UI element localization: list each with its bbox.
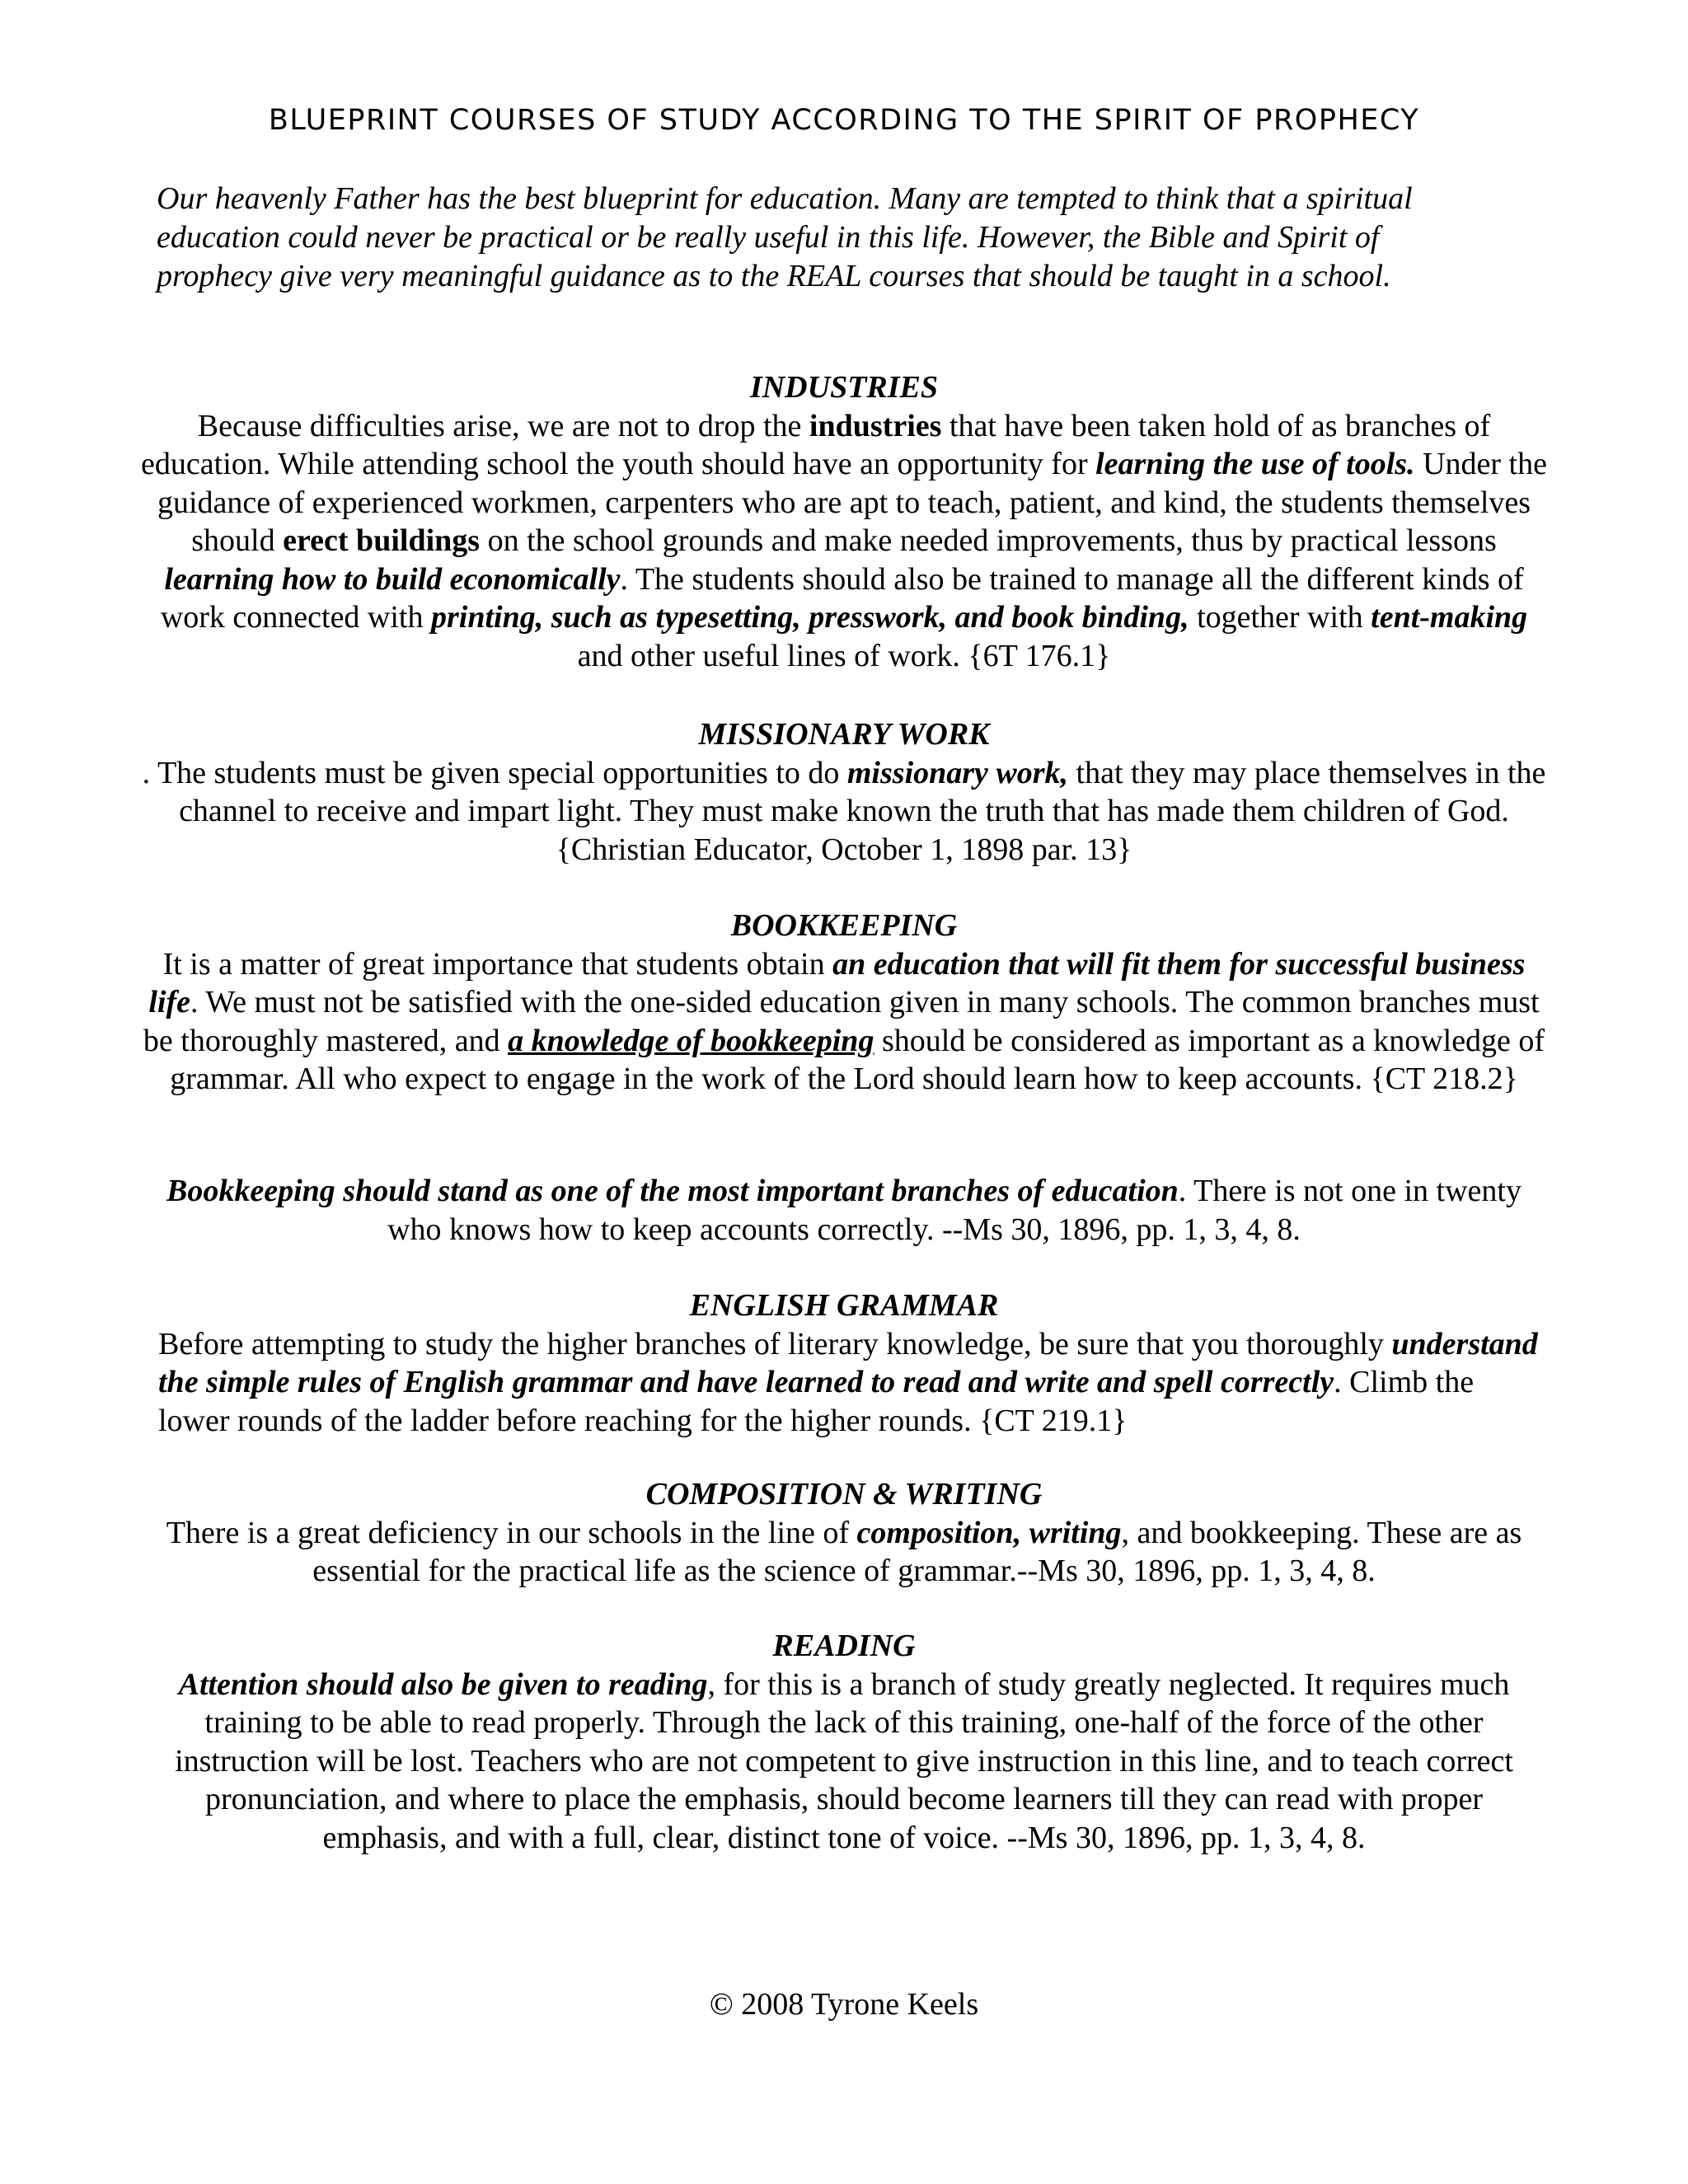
section-body: Attention should also be given to reading, for this is a branch of study greatly neglected. It requires much training to be able to read properly. Through the lack of this training, one-half of the force of the other instruction will be lost. Teachers who are not competent to give instruction in this line, and to teach correct pronunciation, and where to place the emphasis, should become learners till they can read with proper emphasis, and with a full, clear, distinct tone of voice. --Ms 30, 1896, pp. 1, 3, 4, 8. [175,1666,1513,1855]
section-reading [140,1627,1548,1857]
intro-line: Our heavenly Father has the best blueprint for education. Many are tempted to think that a spiritual [157,181,1413,216]
intro-line: prophecy give very meaningful guidance as to the REAL courses that should be taught in a school. [157,259,1391,293]
section-composition-writing [140,1475,1548,1591]
section-heading: READING [772,1629,916,1663]
section-industries [140,368,1548,675]
section-heading: MISSIONARY WORK [698,717,990,752]
section-body: Bookkeeping should stand as one of the most important branches of education. There is not one in twenty who knows how to keep accounts correctly. --Ms 30, 1896, pp. 1, 3, 4, 8. [166,1174,1522,1247]
page-title: BLUEPRINT COURSES OF STUDY ACCORDING TO THE SPIRIT OF PROPHECY [268,104,1420,137]
intro-paragraph [157,180,1541,296]
section-heading: BOOKKEEPING [730,908,958,943]
section-missionary-work [140,715,1548,869]
intro-line: education could never be practical or be really useful in this life. However, the Bible and Spirit of [157,220,1380,255]
section-heading: COMPOSITION & WRITING [645,1477,1043,1511]
section-heading: ENGLISH GRAMMAR [689,1288,999,1323]
section-body: Before attempting to study the higher branches of literary knowledge, be sure that you thoroughly understand the simple rules of English grammar and have learned to read and write and spell correctly. Climb the lower rounds of the ladder before reaching for the higher rounds. {CT 219.1} [158,1326,1538,1438]
section-body: Because difficulties arise, we are not to drop the industries that have been taken hold of as branches of education. While attending school the youth should have an opportunity for learning the use of tools. Under the guidance of experienced workmen, carpenters who are apt to teach, patient, and kind, the students themselves should erect buildings on the school grounds and make needed improvements, thus by practical lessons learning how to build economically. The students should also be trained to manage all the different kinds of work connected with printing, such as typesetting, presswork, and book binding, together with tent-making and other useful lines of work. {6T 176.1} [141,408,1547,673]
section-body: It is a matter of great importance that students obtain an education that will fit them for successful business life. We must not be satisfied with the one-sided education given in many schools. The common branches must be thoroughly mastered, and a knowledge of bookkeeping should be considered as important as a knowledge of grammar. All who expect to engage in the work of the Lord should learn how to keep accounts. {CT 218.2} [143,946,1545,1096]
section-body: There is a great deficiency in our schools in the line of composition, writing, and bookkeeping. These are as essential for the practical life as the science of grammar.--Ms 30, 1896, pp. 1, 3, 4, 8. [166,1515,1522,1588]
section-english-grammar [140,1286,1548,1440]
section-heading: INDUSTRIES [749,370,939,405]
copyright-footer: © 2008 Tyrone Keels [709,1987,979,2022]
section-bookkeeping [140,907,1548,1099]
section-body: . The students must be given special opportunities to do missionary work, that they may place themselves in the channel to receive and impart light. They must make known the truth that has made them children of God. {Christian Educator, October 1, 1898 par. 13} [142,755,1546,867]
section-bookkeeping-quote [140,1172,1548,1249]
